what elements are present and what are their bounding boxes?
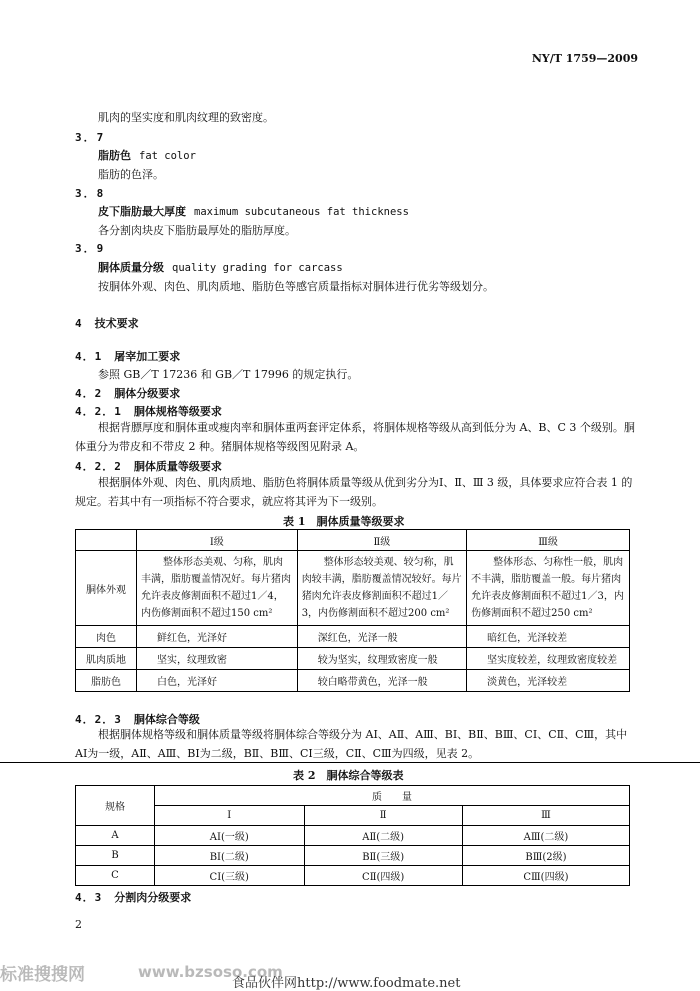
table-cell: AⅢ(二级)	[462, 826, 629, 846]
row-label: B	[76, 846, 155, 866]
section-title: 分割肉分级要求	[114, 891, 192, 904]
table-header-row	[76, 806, 630, 826]
table-row	[76, 551, 630, 626]
section-title: 胴体分级要求	[114, 387, 181, 400]
table-cell: 整体形态、匀称性一般，肌肉不丰满，脂肪覆盖一般。每片猪肉允许表皮修割面积不超过1／3，内伤修割面积不超过250 cm²	[467, 551, 630, 626]
table-cell: 鲜红色，光泽好	[137, 626, 298, 648]
term-en: quality grading for carcass	[172, 262, 343, 274]
paragraph: 根据胴体规格等级和胴体质量等级将胴体综合等级分为 AⅠ、AⅡ、AⅢ、BⅠ、BⅡ、BⅢ、CⅠ、CⅡ、CⅢ，其中 AⅠ为一级，AⅡ、AⅢ、BⅠ为二级，BⅡ、BⅢ、CⅠ三级，CⅡ、CⅢ为四级，见表 2。	[75, 728, 628, 760]
definition-text: 各分割肉块皮下脂肪最厚处的脂肪厚度。	[98, 224, 296, 237]
row-label: 肌肉质地	[76, 648, 137, 670]
table-row	[76, 846, 630, 866]
table-cell: 坚实，纹理致密	[137, 648, 298, 670]
table-cell: 淡黄色，光泽较差	[467, 670, 630, 692]
term-cn: 胴体质量分级	[98, 261, 164, 274]
table-header: Ⅰ	[155, 806, 305, 826]
carcass-quality-table	[75, 529, 630, 692]
table-cell: AⅡ(二级)	[304, 826, 462, 846]
table-header: 规格	[76, 786, 155, 826]
table-cell: 坚实度较差，纹理致密度较差	[467, 648, 630, 670]
watermark-url: www.bzsoso.com	[138, 963, 283, 981]
section-heading-4-2-1	[75, 403, 222, 419]
row-label: 脂肪色	[76, 670, 137, 692]
table-cell: CⅡ(四级)	[304, 866, 462, 886]
section-heading-4-1	[75, 348, 180, 364]
divider	[0, 762, 700, 763]
table-row	[76, 648, 630, 670]
table-header: Ⅱ	[304, 806, 462, 826]
row-label: C	[76, 866, 155, 886]
page-number: 2	[75, 918, 82, 931]
table-header: Ⅰ级	[137, 530, 298, 551]
table-cell: AⅠ(一级)	[155, 826, 305, 846]
term-cn: 皮下脂肪最大厚度	[98, 205, 186, 218]
table-header: Ⅲ级	[467, 530, 630, 551]
term-fat-thickness	[98, 203, 409, 219]
clause-number: 3．9	[75, 242, 106, 255]
section-heading-4-2	[75, 385, 180, 401]
table-row	[76, 826, 630, 846]
paragraph: 根据胴体外观、肉色、肌肉质地、脂肪色将胴体质量等级从优到劣分为Ⅰ、Ⅱ、Ⅲ 3 级，具体要求应符合表 1 的规定。若其中有一项指标不符合要求，就应将其评为下一级别。	[75, 476, 633, 508]
table-cell: 暗红色，光泽较差	[467, 626, 630, 648]
term-en: fat color	[139, 150, 196, 162]
table-cell: 整体形态美观、匀称，肌肉丰满，脂肪覆盖情况好。每片猪肉允许表皮修割面积不超过1／4，内伤修割面积不超过150 cm²	[137, 551, 298, 626]
table-header-row	[76, 530, 630, 551]
definition-text: 肌肉的坚实度和肌肉纹理的致密度。	[98, 111, 274, 124]
section-number: 4．2．3	[75, 713, 122, 726]
table1-caption: 表 1 胴体质量等级要求	[283, 515, 405, 528]
table-header: 质 量	[155, 786, 630, 806]
table2-caption: 表 2 胴体综合等级表	[293, 769, 404, 782]
term-fat-color	[98, 147, 196, 163]
paragraph: 参照 GB／T 17236 和 GB／T 17996 的规定执行。	[98, 368, 359, 381]
standard-id: NY/T 1759—2009	[531, 52, 638, 65]
clause-number: 3．7	[75, 131, 106, 144]
section-title: 胴体综合等级	[133, 713, 200, 726]
section-heading-4-2-2	[75, 458, 222, 474]
clause-number: 3．8	[75, 187, 106, 200]
footer-source: 食品伙伴网http://www.foodmate.net	[232, 976, 461, 991]
section-number: 4．2．2	[75, 460, 122, 473]
definition-text: 脂肪的色泽。	[98, 168, 164, 181]
table-row	[76, 670, 630, 692]
composite-grade-table	[75, 785, 630, 886]
table-cell: BⅡ(三级)	[304, 846, 462, 866]
section-number: 4	[75, 317, 83, 330]
watermark-site-name: 标准搜搜网	[0, 965, 85, 985]
section-heading-4	[75, 315, 139, 331]
section-number: 4．2．1	[75, 405, 122, 418]
row-label: 肉色	[76, 626, 137, 648]
section-number: 4．3	[75, 891, 103, 904]
term-quality-grading	[98, 259, 343, 275]
section-title: 屠宰加工要求	[114, 350, 181, 363]
section-number: 4．1	[75, 350, 103, 363]
table-cell: BⅢ(2级)	[462, 846, 629, 866]
table-cell: BⅠ(二级)	[155, 846, 305, 866]
table-row	[76, 866, 630, 886]
row-label: A	[76, 826, 155, 846]
table-cell: 整体形态较美观、较匀称，肌肉较丰满，脂肪覆盖情况较好。每片猪肉允许表皮修割面积不超过1／3，内伤修割面积不超过200 cm²	[297, 551, 466, 626]
section-title: 胴体规格等级要求	[133, 405, 222, 418]
table-header-corner	[76, 530, 137, 551]
section-heading-4-3	[75, 889, 191, 905]
definition-text: 按胴体外观、肉色、肌肉质地、脂肪色等感官质量指标对胴体进行优劣等级划分。	[98, 280, 494, 293]
table-cell: 较白略带黄色，光泽一般	[297, 670, 466, 692]
table-row	[76, 626, 630, 648]
term-en: maximum subcutaneous fat thickness	[194, 206, 409, 218]
table-cell: 深红色，光泽一般	[297, 626, 466, 648]
table-cell: CⅠ(三级)	[155, 866, 305, 886]
section-title: 技术要求	[94, 317, 139, 330]
section-number: 4．2	[75, 387, 103, 400]
table-header: Ⅱ级	[297, 530, 466, 551]
row-label: 胴体外观	[76, 551, 137, 626]
paragraph: 根据背膘厚度和胴体重或瘦肉率和胴体重两套评定体系，将胴体规格等级从高到低分为 A、B、C 3 个级别。胴体重分为带皮和不带皮 2 种。猪胴体规格等级图见附录 A。	[75, 421, 635, 453]
section-title: 胴体质量等级要求	[133, 460, 222, 473]
table-header-row	[76, 786, 630, 806]
term-cn: 脂肪色	[98, 149, 131, 162]
table-cell: 白色，光泽好	[137, 670, 298, 692]
table-header: Ⅲ	[462, 806, 629, 826]
table-cell: 较为坚实，纹理致密度一般	[297, 648, 466, 670]
table-cell: CⅢ(四级)	[462, 866, 629, 886]
